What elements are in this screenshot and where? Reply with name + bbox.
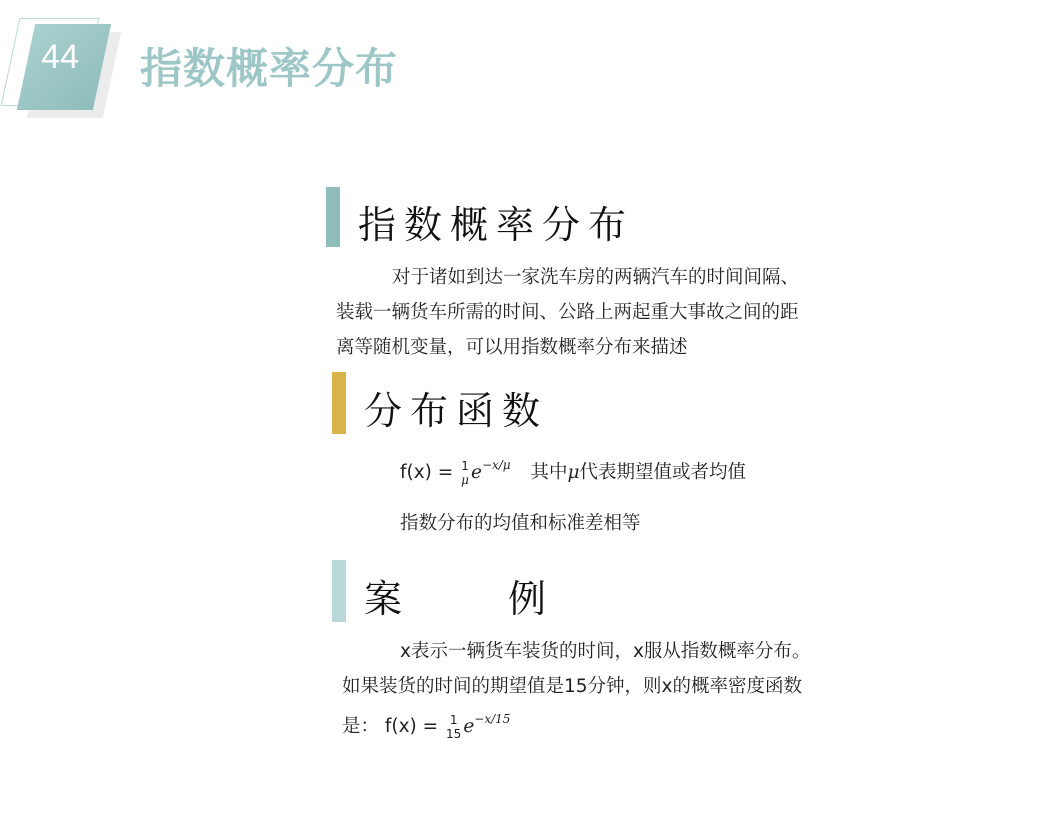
example-fraction-denominator: 15 — [446, 727, 462, 741]
section-bar-example — [332, 560, 346, 622]
example-fraction-numerator: 1 — [449, 713, 458, 727]
formula-fraction — [461, 459, 469, 487]
formula-prefix: f(x) = — [400, 462, 460, 483]
example-fraction — [446, 713, 461, 741]
intro-paragraph — [336, 260, 856, 365]
example-formula — [342, 712, 510, 741]
distribution-formula — [400, 458, 746, 487]
page-title: 指数概率分布 — [140, 44, 399, 93]
example-line-2: 如果装货的时间的期望值是15分钟，则x的概率密度函数 — [342, 676, 802, 697]
fraction-numerator: 1 — [461, 459, 469, 473]
section-heading-example-b: 例 — [508, 577, 555, 621]
intro-line-3: 离等随机变量，可以用指数概率分布来描述 — [336, 337, 688, 358]
formula-note-2: 代表期望值或者均值 — [579, 462, 747, 483]
section-bar-distribution — [332, 372, 346, 434]
example-formula-exponent: −x/15 — [474, 712, 511, 726]
formula-note-1: 其中 — [530, 462, 568, 483]
distribution-note: 指数分布的均值和标准差相等 — [400, 513, 641, 534]
section-heading-intro: 指数概率分布 — [358, 203, 635, 247]
section-bar-intro — [326, 187, 340, 247]
example-formula-base: e — [463, 716, 475, 737]
fraction-denominator: μ — [461, 473, 469, 487]
example-line-1: x表示一辆货车装货的时间，x服从指数概率分布。 — [400, 641, 811, 662]
example-formula-prefix: 是： f(x) = — [342, 716, 445, 737]
formula-exponent: −x/μ — [481, 458, 511, 472]
formula-mu: μ — [567, 462, 580, 483]
intro-line-2: 装载一辆货车所需的时间、公路上两起重大事故之间的距 — [336, 302, 799, 323]
section-heading-example-a: 案 — [364, 577, 411, 621]
slide-number: 44 — [41, 38, 79, 76]
intro-line-1: 对于诸如到达一家洗车房的两辆汽车的时间间隔、 — [392, 267, 800, 288]
formula-base: e — [470, 462, 482, 483]
section-heading-distribution: 分布函数 — [364, 389, 549, 433]
